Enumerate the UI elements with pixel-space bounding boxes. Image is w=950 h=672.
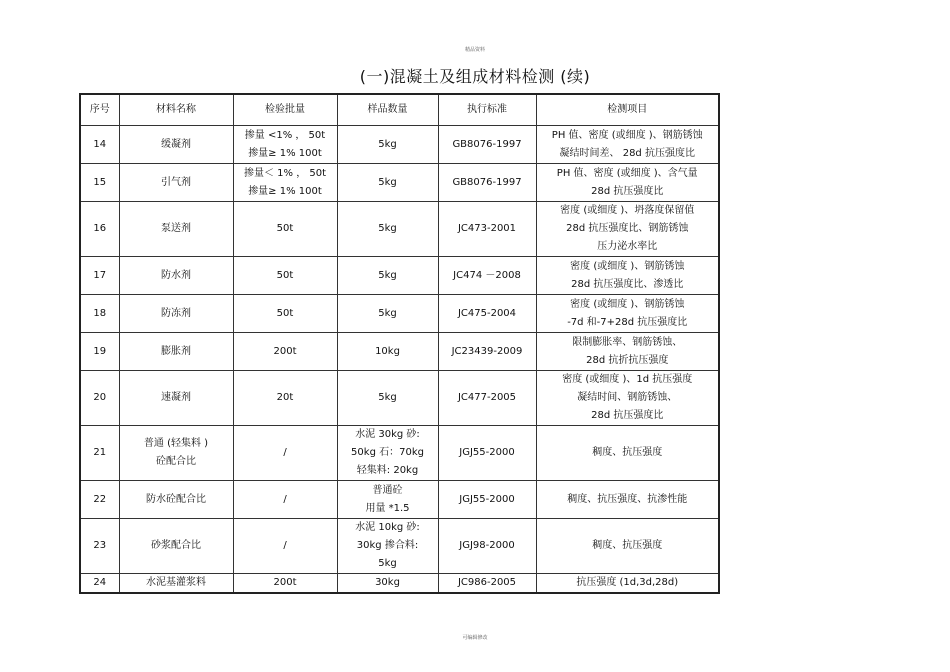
cell-batch: / xyxy=(233,426,337,481)
cell-sample: 5kg xyxy=(337,257,438,295)
cell-sample: 5kg xyxy=(337,371,438,426)
cell-batch: 50t xyxy=(233,202,337,257)
table-row xyxy=(80,371,719,426)
table-row xyxy=(80,574,719,594)
header-note: 精品资料 xyxy=(464,47,485,53)
cell-sample: 5kg xyxy=(337,295,438,333)
cell-material: 防水剂 xyxy=(119,257,233,295)
cell-material: 引气剂 xyxy=(119,164,233,202)
cell-sample: 普通砼 用量 *1.5 xyxy=(337,481,438,519)
cell-index: 15 xyxy=(80,164,119,202)
cell-standard: JC23439-2009 xyxy=(438,333,536,371)
cell-standard: JGJ55-2000 xyxy=(438,426,536,481)
table-row xyxy=(80,333,719,371)
materials-table xyxy=(79,93,720,594)
cell-index: 20 xyxy=(80,371,119,426)
table-row xyxy=(80,426,719,481)
table-header-row xyxy=(80,94,719,126)
table-row xyxy=(80,126,719,164)
cell-tests: 密度 (或细度 )、坍落度保留值 28d 抗压强度比、钢筋锈蚀 压力泌水率比 xyxy=(536,202,719,257)
cell-index: 23 xyxy=(80,519,119,574)
cell-standard: GB8076-1997 xyxy=(438,164,536,202)
page-title: (一)混凝土及组成材料检测 (续) xyxy=(359,67,591,86)
cell-sample: 水泥 10kg 砂: 30kg 掺合料: 5kg xyxy=(337,519,438,574)
cell-tests: 密度 (或细度 )、1d 抗压强度 凝结时间、钢筋锈蚀、 28d 抗压强度比 xyxy=(536,371,719,426)
cell-index: 17 xyxy=(80,257,119,295)
cell-sample: 30kg xyxy=(337,574,438,594)
cell-material: 水泥基灌浆料 xyxy=(119,574,233,594)
cell-standard: JC475-2004 xyxy=(438,295,536,333)
table-row xyxy=(80,257,719,295)
footer-note: 可编辑修改 xyxy=(462,635,488,641)
cell-standard: JGJ55-2000 xyxy=(438,481,536,519)
cell-standard: GB8076-1997 xyxy=(438,126,536,164)
cell-batch: 50t xyxy=(233,295,337,333)
cell-sample: 5kg xyxy=(337,126,438,164)
cell-tests: 稠度、抗压强度 xyxy=(536,426,719,481)
cell-batch: 50t xyxy=(233,257,337,295)
col-header-index: 序号 xyxy=(80,94,119,126)
cell-index: 18 xyxy=(80,295,119,333)
col-header-tests: 检测项目 xyxy=(536,94,719,126)
cell-index: 22 xyxy=(80,481,119,519)
table-row xyxy=(80,481,719,519)
cell-index: 21 xyxy=(80,426,119,481)
cell-batch: / xyxy=(233,481,337,519)
cell-sample: 5kg xyxy=(337,202,438,257)
cell-standard: JC477-2005 xyxy=(438,371,536,426)
cell-material: 速凝剂 xyxy=(119,371,233,426)
cell-material: 缓凝剂 xyxy=(119,126,233,164)
cell-material: 砂浆配合比 xyxy=(119,519,233,574)
cell-tests: 稠度、抗压强度、抗渗性能 xyxy=(536,481,719,519)
cell-tests: 限制膨胀率、钢筋锈蚀、 28d 抗折抗压强度 xyxy=(536,333,719,371)
table-row xyxy=(80,202,719,257)
col-header-batch: 检验批量 xyxy=(233,94,337,126)
cell-sample: 10kg xyxy=(337,333,438,371)
cell-batch: 掺量＜ 1% ， 50t 掺量≥ 1% 100t xyxy=(233,164,337,202)
cell-tests: 密度 (或细度 )、钢筋锈蚀 28d 抗压强度比、渗透比 xyxy=(536,257,719,295)
cell-batch: / xyxy=(233,519,337,574)
cell-index: 16 xyxy=(80,202,119,257)
cell-batch: 200t xyxy=(233,333,337,371)
table-row xyxy=(80,519,719,574)
cell-batch: 掺量 <1% ， 50t 掺量≥ 1% 100t xyxy=(233,126,337,164)
cell-batch: 20t xyxy=(233,371,337,426)
cell-material: 防水砼配合比 xyxy=(119,481,233,519)
cell-standard: JC474 －2008 xyxy=(438,257,536,295)
cell-standard: JC473-2001 xyxy=(438,202,536,257)
cell-index: 14 xyxy=(80,126,119,164)
cell-tests: 密度 (或细度 )、钢筋锈蚀 -7d 和-7+28d 抗压强度比 xyxy=(536,295,719,333)
cell-sample: 5kg xyxy=(337,164,438,202)
cell-standard: JC986-2005 xyxy=(438,574,536,594)
cell-index: 19 xyxy=(80,333,119,371)
cell-tests: 稠度、抗压强度 xyxy=(536,519,719,574)
cell-tests: 抗压强度 (1d,3d,28d) xyxy=(536,574,719,594)
cell-tests: PH 值、密度 (或细度 )、含气量 28d 抗压强度比 xyxy=(536,164,719,202)
cell-material: 防冻剂 xyxy=(119,295,233,333)
cell-tests: PH 值、密度 (或细度 )、钢筋锈蚀 凝结时间差、 28d 抗压强度比 xyxy=(536,126,719,164)
cell-sample: 水泥 30kg 砂: 50kg 石：70kg 轻集料: 20kg xyxy=(337,426,438,481)
col-header-standard: 执行标准 xyxy=(438,94,536,126)
cell-material: 膨胀剂 xyxy=(119,333,233,371)
cell-index: 24 xyxy=(80,574,119,594)
cell-material: 普通 (轻集料 ) 砼配合比 xyxy=(119,426,233,481)
cell-standard: JGJ98-2000 xyxy=(438,519,536,574)
cell-material: 泵送剂 xyxy=(119,202,233,257)
table-row xyxy=(80,295,719,333)
cell-batch: 200t xyxy=(233,574,337,594)
col-header-sample: 样品数量 xyxy=(337,94,438,126)
table-row xyxy=(80,164,719,202)
col-header-material: 材料名称 xyxy=(119,94,233,126)
